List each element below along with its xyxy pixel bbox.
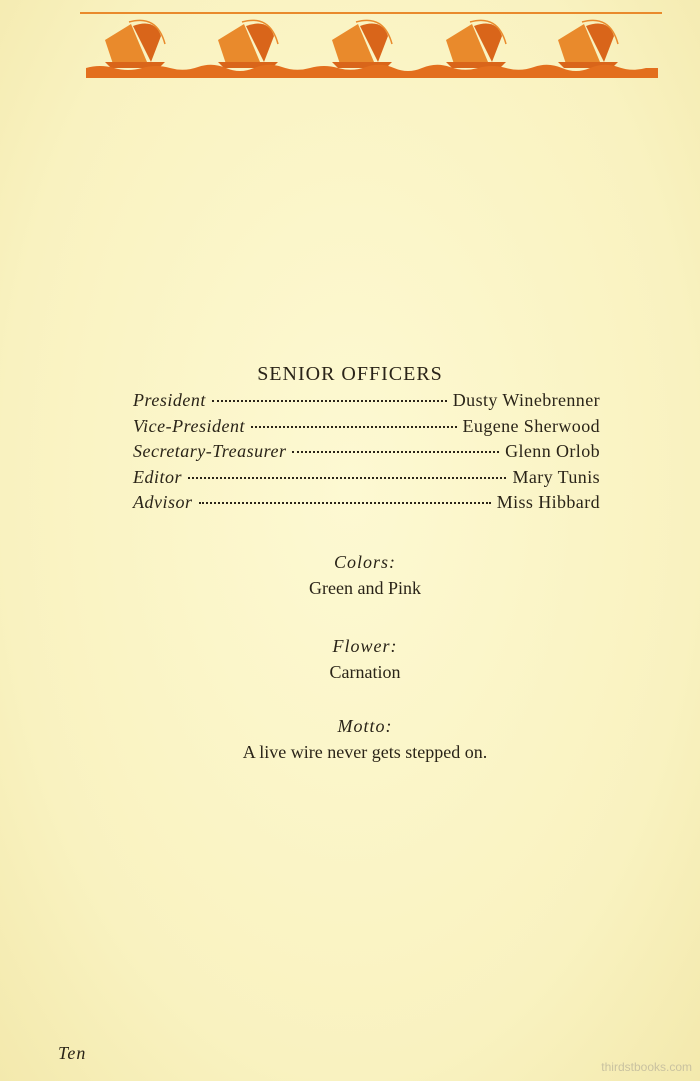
officer-row [133,467,600,493]
colors-value: Green and Pink [309,578,421,598]
officer-name: Dusty Winebrenner [452,390,600,410]
page-number: Ten [58,1043,87,1063]
sailboat-icon [332,20,392,68]
officer-name: Glenn Orlob [505,441,600,461]
motto-value: A live wire never gets stepped on. [242,742,488,762]
colors-label: Colors: [333,552,396,572]
officer-role: Editor [133,466,183,487]
dot-leader [188,477,506,479]
dot-leader [212,400,447,402]
page-title: SENIOR OFFICERS [257,363,443,385]
sailboat-icon [558,20,618,68]
officer-name: Mary Tunis [512,466,600,487]
sailboat-icon [105,20,165,68]
flower-label: Flower: [332,636,398,656]
officer-row [133,492,600,518]
officer-row [133,390,600,416]
sailboat-icon [446,20,506,68]
officers-list [133,390,600,518]
officer-name: Eugene Sherwood [462,415,600,436]
watermark: thirdstbooks.com [601,1060,692,1074]
sailboat-icons [105,20,618,68]
officer-role: Secretary-Treasurer [133,441,287,461]
officer-row [133,416,600,442]
dot-leader [251,426,457,428]
officer-role: President [133,390,206,410]
sailboat-banner [80,10,662,82]
sailboat-icon [218,20,278,68]
officer-row [133,441,600,467]
flower-value: Carnation [329,662,401,682]
dot-leader [199,502,491,504]
officer-name: Miss Hibbard [496,492,600,512]
dot-leader [292,451,499,453]
officer-role: Vice-President [133,415,245,436]
motto-label: Motto: [337,716,393,736]
officer-role: Advisor [133,492,193,512]
